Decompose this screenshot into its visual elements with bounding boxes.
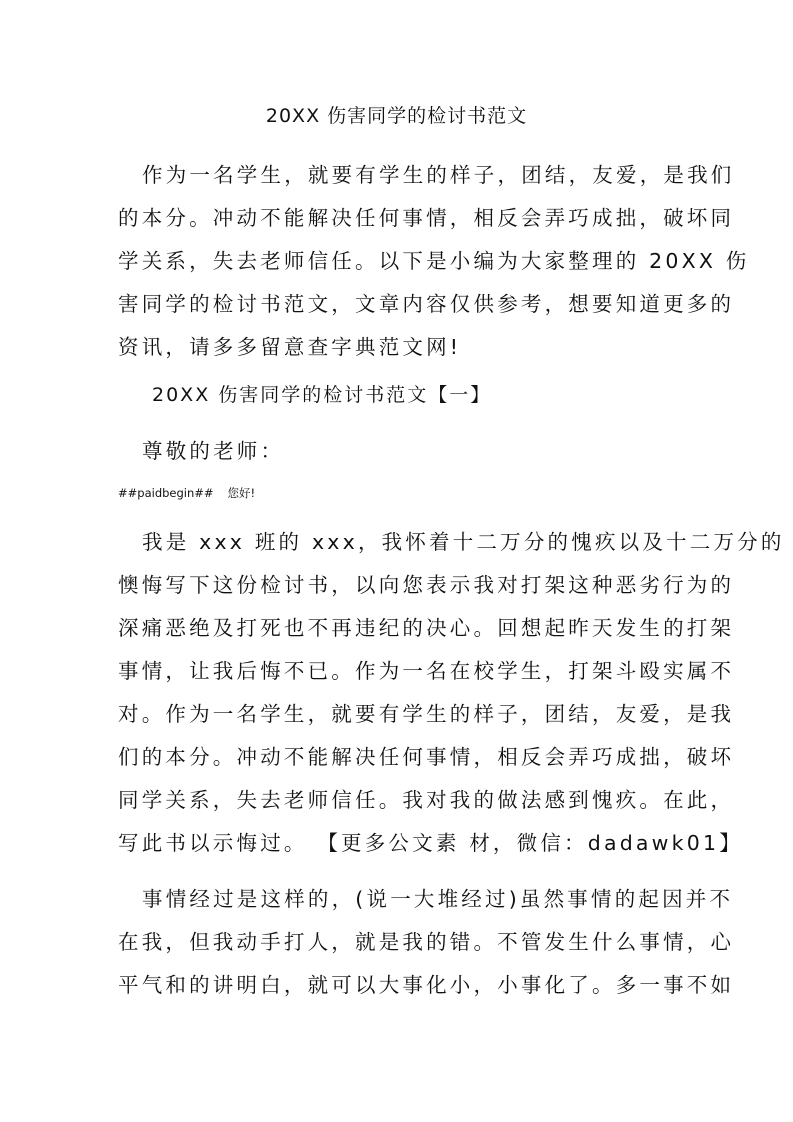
greeting-line — [118, 484, 255, 502]
paragraph-line: 在我，但我动手打人，就是我的错。不管发生什么事情，心 — [118, 930, 735, 954]
paragraph-line: 平气和的讲明白，就可以大事化小，小事化了。多一事不如 — [118, 973, 735, 997]
paragraph-line: 同学关系，失去老师信任。我对我的做法感到愧疚。在此， — [118, 788, 735, 812]
paragraph-line: 写此书以示悔过。 【更多公文素 材，微信：dadawk01】 — [118, 831, 743, 855]
intro-line: 害同学的检讨书范文，文章内容仅供参考，想要知道更多的 — [118, 292, 735, 316]
intro-line: 学关系，失去老师信任。以下是小编为大家整理的 20XX 伤 — [118, 249, 750, 273]
salutation: 尊敬的老师： — [142, 439, 285, 463]
intro-line: 的本分。冲动不能解决任何事情，相反会弄巧成拙，破坏同 — [118, 206, 735, 230]
section-heading: 20XX 伤害同学的检讨书范文【一】 — [152, 384, 492, 406]
document-title: 20XX 伤害同学的检讨书范文 — [265, 105, 528, 127]
paragraph-line: 深痛恶绝及打死也不再违纪的决心。回想起昨天发生的打架 — [118, 616, 735, 640]
paragraph-line: 们的本分。冲动不能解决任何事情，相反会弄巧成拙，破坏 — [118, 745, 735, 769]
greeting: 您好! — [227, 486, 256, 500]
paragraph-line: 懊悔写下这份检讨书，以向您表示我对打架这种恶劣行为的 — [118, 573, 735, 597]
paragraph-line: 我是 xxx 班的 xxx，我怀着十二万分的愧疚以及十二万分的 — [142, 530, 785, 554]
paid-marker: ##paidbegin## — [118, 486, 214, 500]
intro-line: 作为一名学生，就要有学生的样子，团结，友爱，是我们 — [142, 163, 735, 187]
paragraph-line: 对。作为一名学生，就要有学生的样子，团结，友爱，是我 — [118, 702, 735, 726]
intro-line: 资讯，请多多留意查字典范文网! — [118, 335, 462, 359]
paragraph-line: 事情经过是这样的，(说一大堆经过)虽然事情的起因并不 — [142, 887, 734, 911]
paragraph-line: 事情，让我后悔不已。作为一名在校学生，打架斗殴实属不 — [118, 659, 735, 683]
